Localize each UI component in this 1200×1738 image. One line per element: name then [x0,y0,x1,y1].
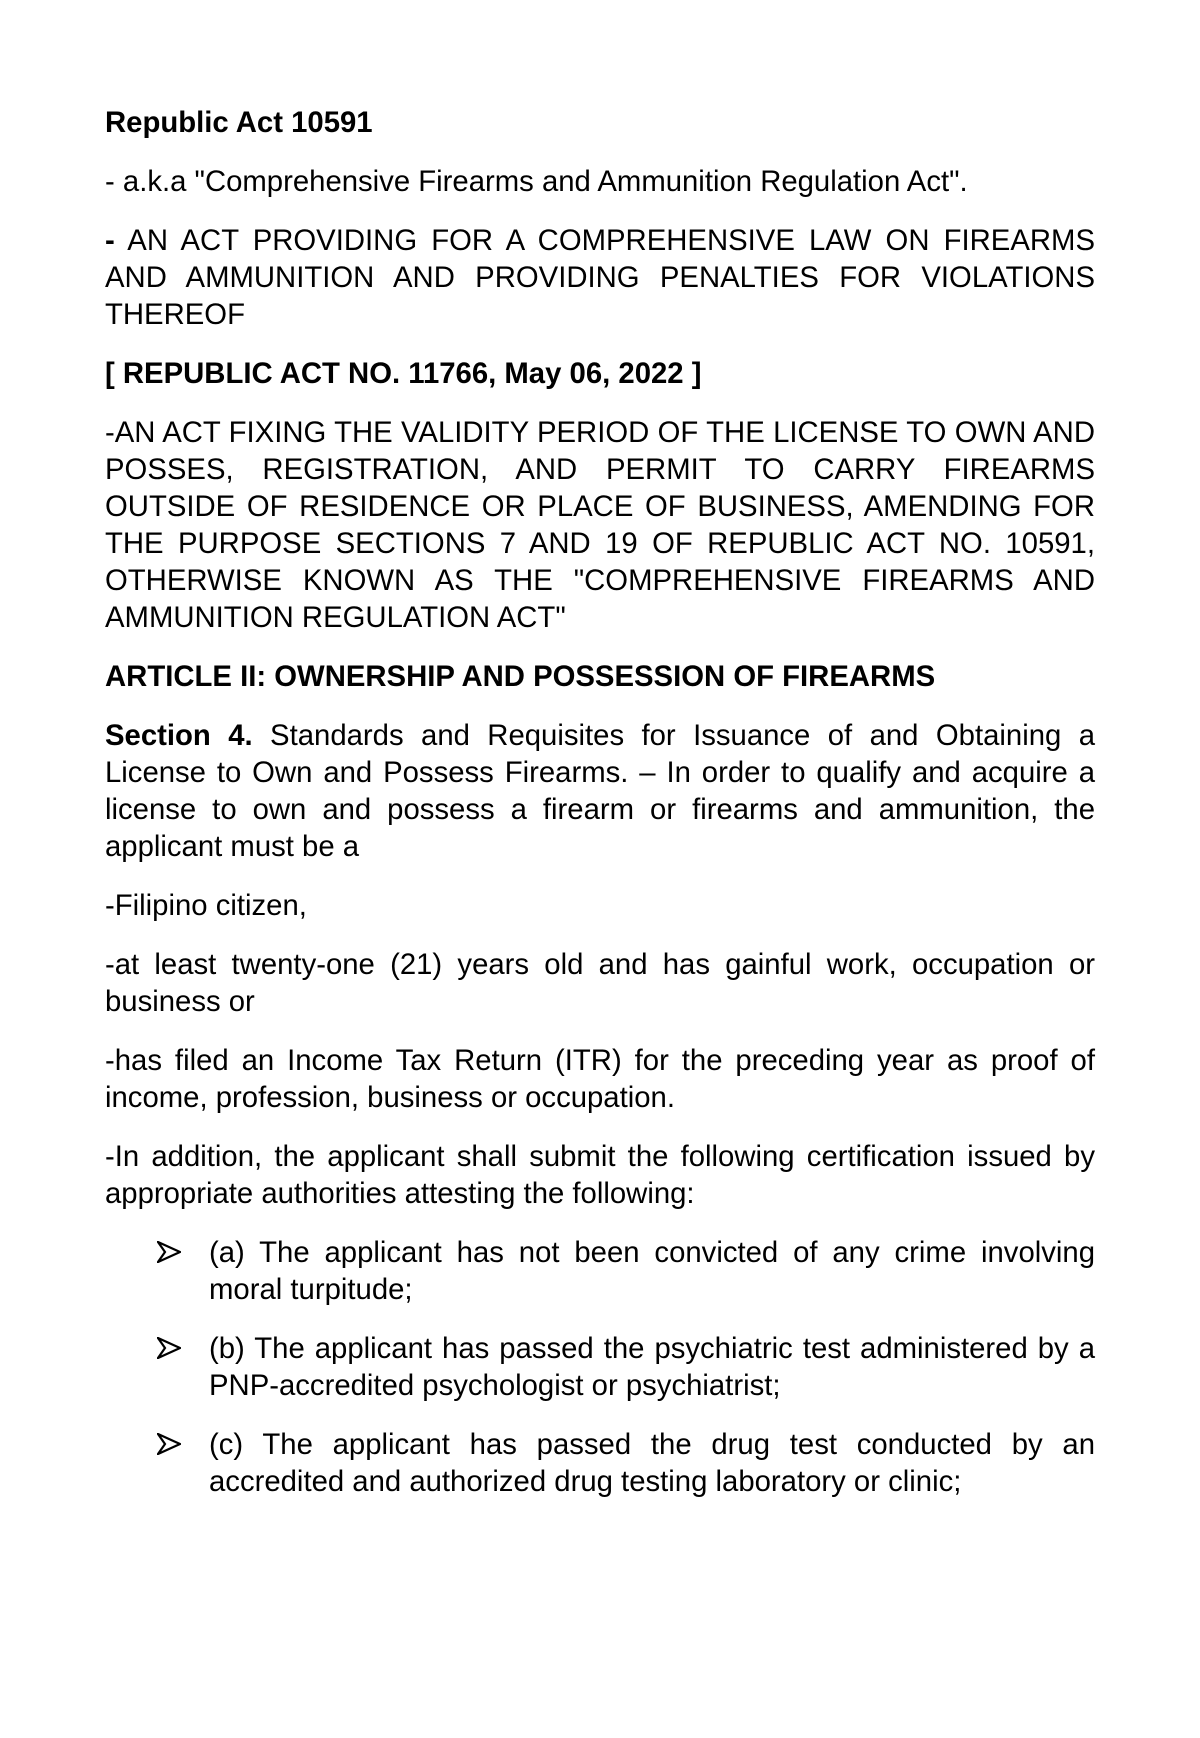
act-description [105,222,1095,333]
article-heading: ARTICLE II: OWNERSHIP AND POSSESSION OF FIREARMS [105,660,936,693]
requirement-certification-intro: -In addition, the applicant shall submit the following certification issued by appropriate authorities attesting the following: [105,1140,1095,1210]
certification-text: (b) The applicant has passed the psychiatric test administered by a PNP-accredited psychologist or psychiatrist; [209,1332,1095,1402]
section-4-paragraph [105,717,1095,865]
arrowhead-bullet-icon [157,1337,181,1359]
arrowhead-bullet-icon [157,1433,181,1455]
list-item [105,1234,1095,1308]
certification-text: (a) The applicant has not been convicted of any crime involving moral turpitude; [209,1236,1095,1306]
certification-text: (c) The applicant has passed the drug test conducted by an accredited and authorized drug testing laboratory or clinic; [209,1428,1095,1498]
certification-list [105,1234,1095,1500]
description-dash: - [105,224,115,257]
list-item [105,1426,1095,1500]
amendment-description: -AN ACT FIXING THE VALIDITY PERIOD OF THE LICENSE TO OWN AND POSSES, REGISTRATION, AND PERMIT TO CARRY FIREARMS OUTSIDE OF RESIDENCE OR PLACE OF BUSINESS, AMENDING FOR THE PURPOSE SECTIONS 7 AND 19 OF REPUBLIC ACT NO. 10591, OTHERWISE KNOWN AS THE "COMPREHENSIVE FIREARMS AND AMMUNITION REGULATION ACT" [105,416,1095,634]
arrowhead-bullet-icon [157,1241,181,1263]
requirement-age-work: -at least twenty-one (21) years old and has gainful work, occupation or business or [105,948,1095,1018]
amendment-title: [ REPUBLIC ACT NO. 11766, May 06, 2022 ] [105,357,702,390]
section-text: Standards and Requisites for Issuance of and Obtaining a License to Own and Possess Firearms. – In order to qualify and acquire a license to own and possess a firearm or firearms and ammunition, the applicant must be a [105,719,1095,863]
description-text: AN ACT PROVIDING FOR A COMPREHENSIVE LAW ON FIREARMS AND AMMUNITION AND PROVIDING PENALTIES FOR VIOLATIONS THEREOF [105,224,1095,331]
requirement-itr: -has filed an Income Tax Return (ITR) for the preceding year as proof of income, profession, business or occupation. [105,1044,1095,1114]
section-label: Section 4. [105,719,253,752]
list-item [105,1330,1095,1404]
requirement-citizenship: -Filipino citizen, [105,889,307,922]
document-title: Republic Act 10591 [105,106,373,139]
document-page [105,104,1095,1522]
aka-line: - a.k.a "Comprehensive Firearms and Ammunition Regulation Act". [105,165,968,198]
